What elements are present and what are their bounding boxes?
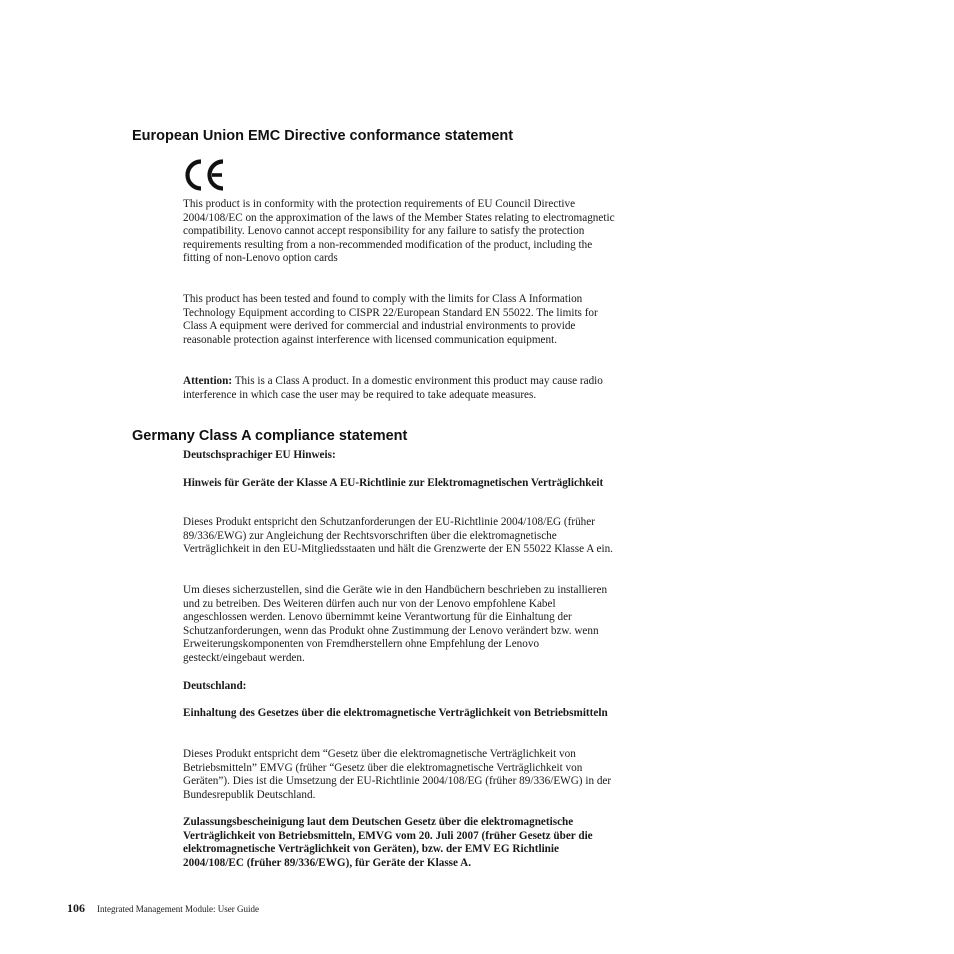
de-subheading-3-text: Zulassungsbescheinigung laut dem Deutschen Gesetz über die elektromagnetische Verträglichkeit von Betriebsmitteln, EMVG vom 20. Juli 2007 (früher Gesetz über die elektromagnetische Verträglichkeit von Geräten), bzw. der EMV EG Richtlinie 2004/108/EC (früher 89/336/EWG), für Geräte der Klasse A. bbox=[183, 816, 593, 869]
de-subheading-1-text: Hinweis für Geräte der Klasse A EU-Richtlinie zur Elektromagnetischen Verträglichkeit bbox=[183, 477, 604, 489]
eu-paragraph-2-text: This product has been tested and found to comply with the limits for Class A Information Technology Equipment according to CISPR 22/European Standard EN 55022. The limits for Class A equipment were derived for commercial and industrial environments to provide reasonable protection against interference with licensed communication equipment. bbox=[183, 293, 598, 346]
page-number: 106 bbox=[67, 901, 85, 915]
eu-attention-note bbox=[183, 375, 615, 402]
de-paragraph-2 bbox=[183, 584, 615, 666]
de-paragraph-2-text: Um dieses sicherzustellen, sind die Geräte wie in den Handbüchern beschrieben zu installieren und zu betreiben. Des Weiteren dürfen auch nur von der Lenovo empfohlene Kabel angeschlossen werden. Lenovo übernimmt keine Verantwortung für die Einhaltung der Schutzanforderungen, wenn das Produkt ohne Zustimmung der Lenovo verändert bzw. wenn Erweiterungskomponenten von Fremdherstellern ohne Empfehlung der Lenovo gesteckt/eingebaut werden. bbox=[183, 584, 608, 664]
de-country-heading-text: Deutschland: bbox=[183, 680, 247, 692]
eu-emc-heading: European Union EMC Directive conformance statement bbox=[132, 128, 514, 144]
eu-paragraph-1 bbox=[183, 198, 615, 266]
de-hinweis-heading-text: Deutschsprachiger EU Hinweis: bbox=[183, 449, 336, 461]
page-footer bbox=[67, 901, 259, 916]
de-paragraph-3-text: Dieses Produkt entspricht dem “Gesetz über die elektromagnetische Verträglichkeit von Betriebsmitteln” EMVG (früher “Gesetz über die elektromagnetische Verträglichkeit von Geräten”). Dies ist die Umsetzung der EU-Richtlinie 2004/108/EG (früher 89/336/EWG) in der Bundesrepublik Deutschland. bbox=[183, 748, 612, 801]
attention-text: This is a Class A product. In a domestic environment this product may cause radio interference in which case the user may be required to take adequate measures. bbox=[183, 375, 603, 401]
de-paragraph-3 bbox=[183, 748, 615, 802]
germany-compliance-heading: Germany Class A compliance statement bbox=[132, 428, 408, 444]
de-hinweis-heading bbox=[183, 449, 615, 463]
de-subheading-2 bbox=[183, 707, 615, 721]
de-subheading-3 bbox=[183, 816, 615, 870]
de-country-heading bbox=[183, 680, 615, 694]
footer-doc-title: Integrated Management Module: User Guide bbox=[97, 904, 259, 914]
ce-mark-logo bbox=[183, 158, 227, 192]
de-subheading-1 bbox=[183, 477, 615, 491]
eu-paragraph-2 bbox=[183, 293, 615, 347]
attention-label: Attention: bbox=[183, 375, 233, 387]
de-subheading-2-text: Einhaltung des Gesetzes über die elektromagnetische Verträglichkeit von Betriebsmitteln bbox=[183, 707, 608, 719]
eu-paragraph-1-text: This product is in conformity with the protection requirements of EU Council Directive 2004/108/EC on the approximation of the laws of the Member States relating to electromagnetic compatibility. Lenovo cannot accept responsibility for any failure to satisfy the protection requirements resulting from a non-recommended modification of the product, including the fitting of non-Lenovo option cards bbox=[183, 198, 615, 265]
de-paragraph-1 bbox=[183, 516, 615, 557]
de-paragraph-1-text: Dieses Produkt entspricht den Schutzanforderungen der EU-Richtlinie 2004/108/EG (früher 89/336/EWG) zur Angleichung der Rechtsvorschriften über die elektromagnetische Verträglichkeit in den EU-Mitgliedsstaaten und hält die Grenzwerte der EN 55022 Klasse A ein. bbox=[183, 516, 613, 556]
